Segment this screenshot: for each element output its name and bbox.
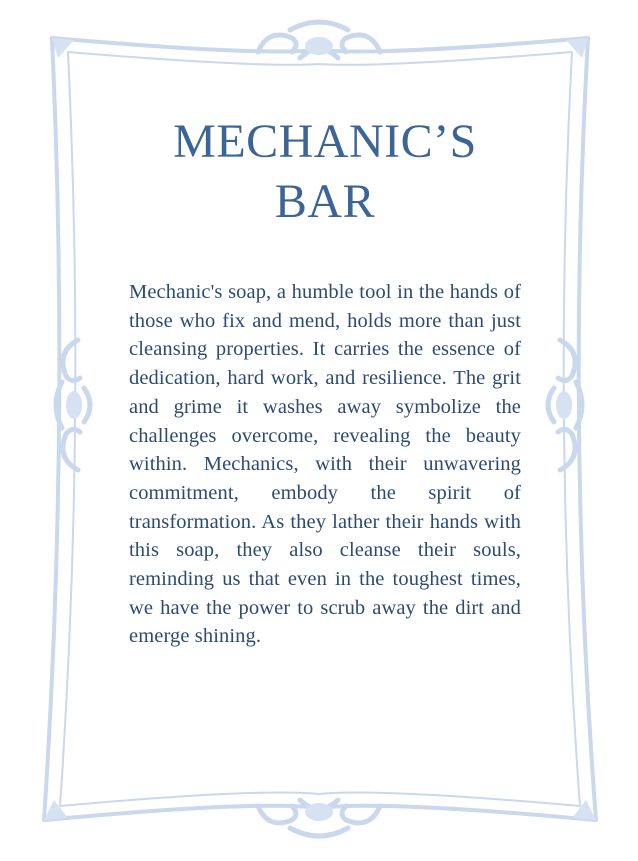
title-line-1: MECHANIC’S	[173, 115, 477, 168]
body-paragraph: Mechanic's soap, a humble tool in the hands of those who fix and mend, holds more than just cleansing properties. It carries the essence of dedication, hard work, and resilience. The grit and grime it washes away symbolize the challenges overcome, revealing the beauty within. Mechanics, with their unwavering commitment, embody the spirit of transformation. As they lather their hands with this soap, they also cleanse their souls, reminding us that even in the toughest times, we have the power to scrub away the dirt and emerge shining.	[129, 281, 521, 648]
page-title	[100, 112, 550, 232]
title-line-2: BAR	[274, 175, 376, 228]
